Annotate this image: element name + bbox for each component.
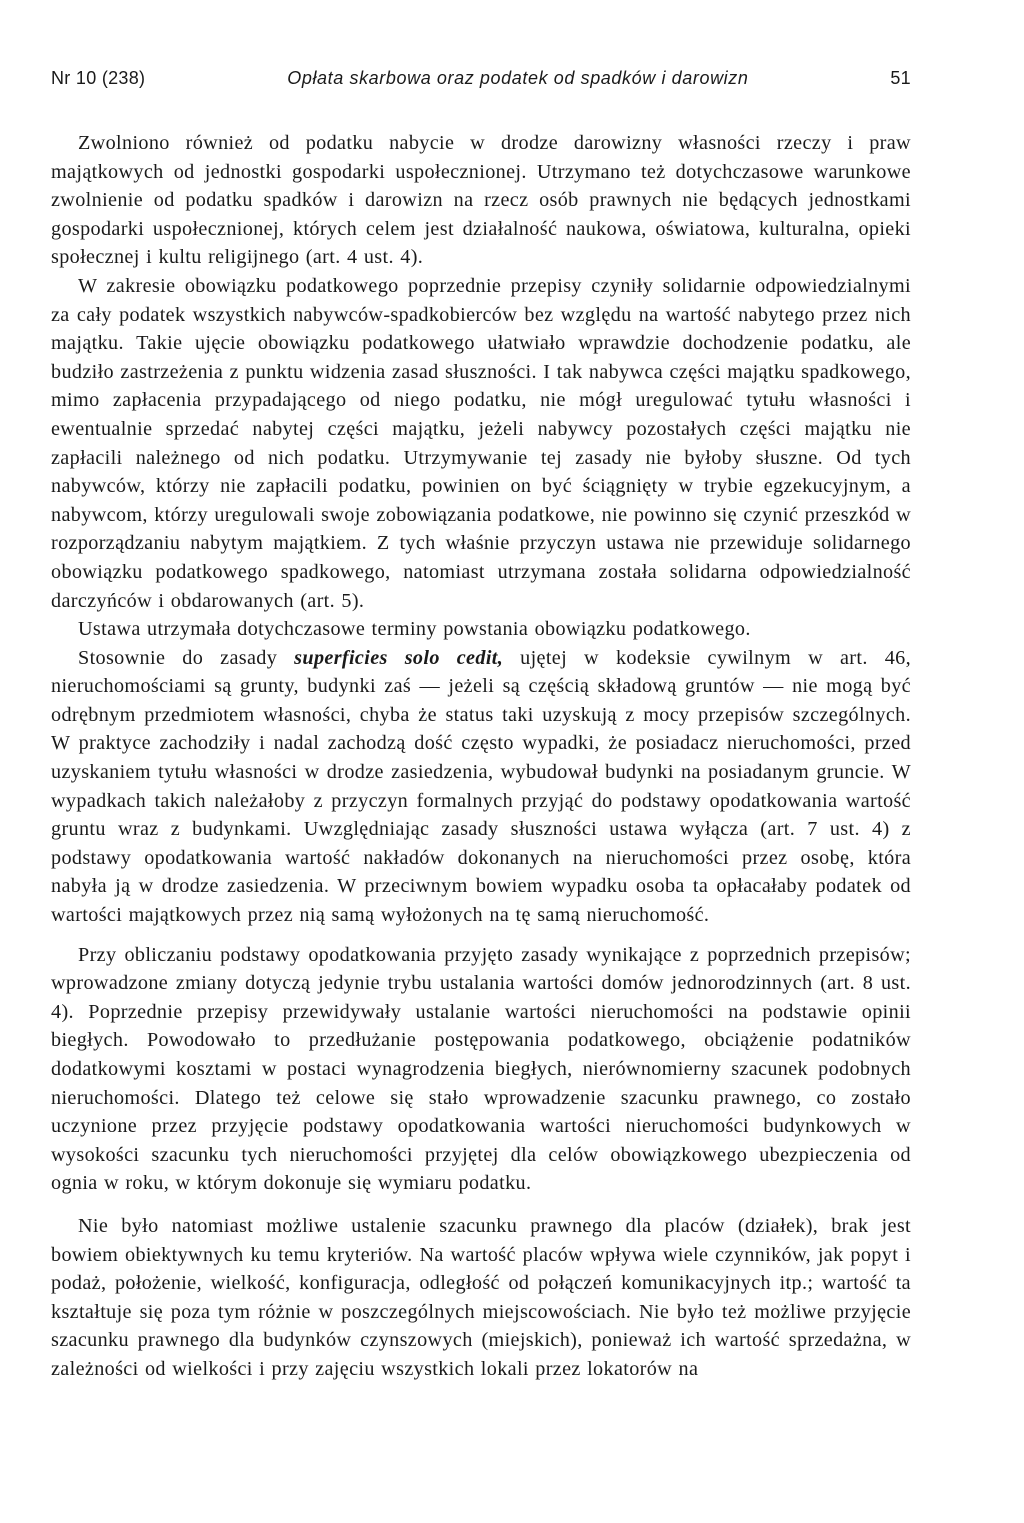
text-run: nieruchomościami są grunty, budynki zaś — jeżeli są częścią składową gruntów — nie mogą być odrębnym przedmiotem własności, chyba że status taki uzyskują z mocy przepisów szczególnych. W praktyce zachodziły i nadal zachodzą dość często wypadki, że posiadacz nieruchomości, przed uzyskaniem tytułu własności w drodze zasiedzenia, wybudował budynki na posiadanym gruncie. W wypadkach takich należałoby z przyczyn formalnych przyjąć do podstawy opodatkowania wartość gruntu wraz z budynkami. Uwzględniając zasady słuszności ustawa wyłącza (art. 7 ust. 4) z podstawy opodatkowania wartość nakładów dokonanych na nieruchomości przez osobę, która nabyła ją w drodze zasiedzenia. W przeciwnym bowiem wypadku osoba ta opłacałaby podatek od wartości majątkowych przez nią samą wyłożonych na tę samą nieruchomość. xyxy=(51,675,911,927)
document-page xyxy=(51,68,911,1384)
latin-maxim: superficies solo cedit, xyxy=(294,646,504,669)
text-run: Stosownie do zasady xyxy=(78,646,295,669)
paragraph-superficies xyxy=(51,644,911,930)
paragraph: Zwolniono również od podatku nabycie w drodze darowizny własności rzeczy i praw majątkowych od jednostki gospodarki uspołecznionej. Utrzymano też dotychczasowe warunkowe zwolnienie od podatku spadków i darowizn na rzecz osób prawnych nie będących jednostkami gospodarki uspołecznionej, których celem jest działalność naukowa, oświatowa, kulturalna, opieki społecznej i kultu religijnego (art. 4 ust. 4). xyxy=(51,132,911,269)
page-number: 51 xyxy=(890,68,911,88)
text-run: ujętej w kodeksie cywilnym w art. 46, xyxy=(503,646,911,669)
paragraph: W zakresie obowiązku podatkowego poprzednie przepisy czyniły solidarnie odpowiedzialnymi za cały podatek wszystkich nabywców-spadkobierców bez względu na wartość nabytego przez nich majątku. Takie ujęcie obowiązku podatkowego ułatwiało wprawdzie dochodzenie podatku, ale budziło zastrzeżenia z punktu widzenia zasad słuszności. I tak nabywca części majątku spadkowego, mimo zapłacenia przypadającego od niego podatku, nie mógł uregulować tytułu własności i ewentualnie sprzedać nabytej części majątku, jeżeli nabywcy pozostałych części majątku nie zapłacili należnego od nich podatku. Utrzymywanie tej zasady nie byłoby słuszne. Od tych nabywców, którzy nie zapłacili podatku, powinien on być ściągnięty w trybie egzekucyjnym, a nabywcom, którzy uregulowali swoje zobowiązania podatkowe, nie powinno się czynić przeszkód w rozporządzaniu nabytym majątkiem. Z tych właśnie przyczyn ustawa nie przewiduje solidarnego obowiązku podatkowego spadkowego, natomiast utrzymana została solidarna odpowiedzialność darczyńców i obdarowanych (art. 5). xyxy=(51,274,911,612)
running-title: Opłata skarbowa oraz podatek od spadków i darowizn xyxy=(287,68,749,88)
issue-number: Nr 10 (238) xyxy=(51,68,146,88)
paragraph: Nie było natomiast możliwe ustalenie szacunku prawnego dla placów (działek), brak jest bowiem obiektywnych ku temu kryteriów. Na wartość placów wpływa wiele czynników, jak popyt i podaż, położenie, wielkość, konfiguracja, odległość od połączeń komunikacyjnych itp.; wartość ta kształtuje się poza tym różnie w poszczególnych miejscowościach. Nie było też możliwe przyjęcie szacunku prawnego dla budynków czynszowych (miejskich), ponieważ ich wartość sprzedażna, w zależności od wielkości i przy zajęciu wszystkich lokali przez lokatorów na xyxy=(51,1214,911,1380)
paragraph: Ustawa utrzymała dotychczasowe terminy powstania obowiązku podatkowego. xyxy=(78,618,751,641)
paragraph: Przy obliczaniu podstawy opodatkowania przyjęto zasady wynikające z poprzednich przepisów; wprowadzone zmiany dotyczą jedynie trybu ustalania wartości domów jednorodzinnych (art. 8 ust. 4). Poprzednie przepisy przewidywały ustalanie wartości nieruchomości na podstawie opinii biegłych. Powodowało to przedłużanie postępowania podatkowego, obciążenie podatników dodatkowymi kosztami w postaci wynagrodzenia biegłych, nierównomierny szacunek podobnych nieruchomości. Dlatego też celowe się stało wprowadzenie szacunku prawnego, co zostało uczynione przez przyjęcie podstawy opodatkowania wartości nieruchomości budynkowych w wysokości szacunku tych nieruchomości przyjętej dla celów obowiązkowego ubezpieczenia od ognia w roku, w którym dokonuje się wymiaru podatku. xyxy=(51,943,911,1195)
body-text xyxy=(51,129,911,1384)
running-header xyxy=(51,68,911,89)
